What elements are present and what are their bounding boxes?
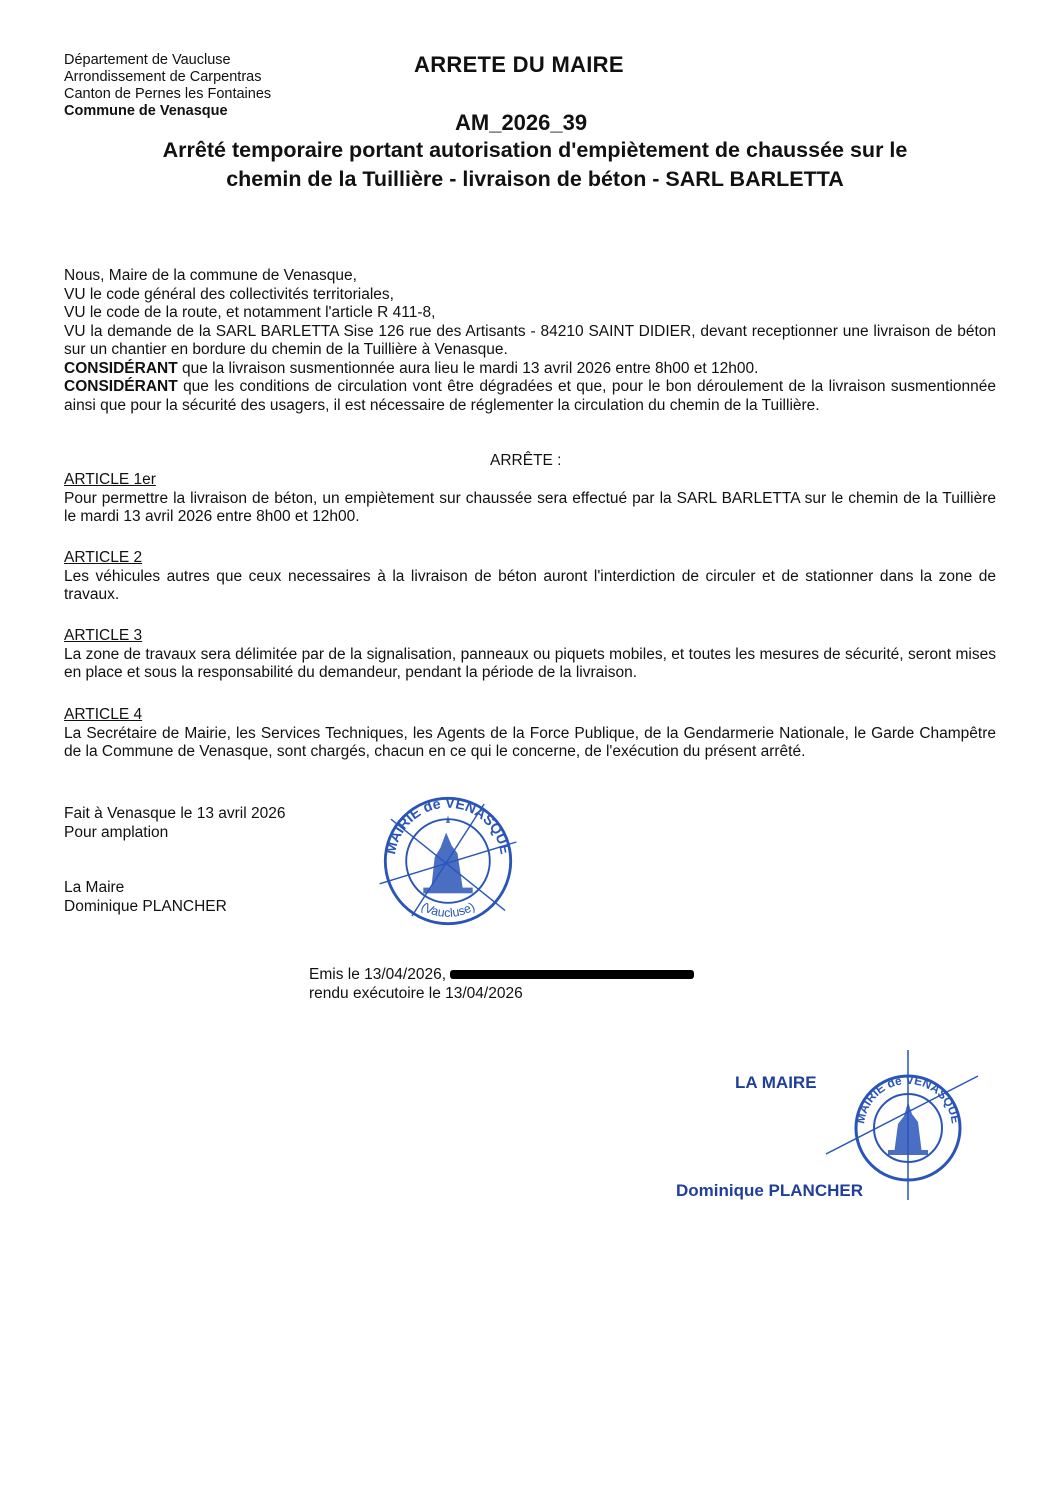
header-block [64,52,271,120]
stamp-top-text: MAIRIE de VENASQUE [853,1072,963,1125]
emis-line [309,966,759,985]
signatory-role: La Maire [64,879,125,896]
signature-name: Dominique PLANCHER [676,1181,863,1200]
redacted-mark [450,970,694,979]
stamp-seal-icon [372,785,524,937]
canton-line: Canton de Pernes les Fontaines [64,86,272,102]
closing-block [64,805,364,916]
considerant-1 [64,360,996,379]
article-heading: ARTICLE 3 [64,627,143,644]
document-subject [60,136,1010,194]
mairie-stamp [372,785,524,937]
considerant-text: que la livraison susmentionnée aura lieu le mardi 13 avril 2026 entre 8h00 et 12h00. [177,359,759,377]
article-2 [64,549,996,605]
transmission-block [309,966,759,1003]
article-text: La zone de travaux sera délimitée par de la signalisation, panneaux ou piquets mobiles, et toutes les mesures de sécurité, seront mises en place et sous la responsabilité du demandeur, pendant la période de la livraison. [64,645,996,681]
article-heading: ARTICLE 4 [64,706,143,723]
article-1 [64,471,996,527]
subject-line-2: chemin de la Tuillière - livraison de béton - SARL BARLETTA [226,167,844,191]
article-text: Pour permettre la livraison de béton, un empiètement sur chaussée sera effectué par la SARL BARLETTA sur le chemin de la Tuillière le mardi 13 avril 2026 entre 8h00 et 12h00. [64,489,996,525]
preamble-line: VU le code de la route, et notamment l'article R 411-8, [64,304,436,321]
considerant-label: CONSIDÉRANT [64,378,178,395]
arrete-label: ARRÊTE : [490,452,562,469]
emis-text: Emis le 13/04/2026, [309,966,447,983]
departement-line: Département de Vaucluse [64,52,231,68]
considerant-text: que les conditions de circulation vont être dégradées et que, pour le bon déroulement de la livraison susmentionnée ainsi que pour la sécurité des usagers, il est nécessaire de réglementer la circulation du chemin de la Tuillière. [64,378,996,414]
document-number: AM_2026_39 [455,110,588,135]
signatory-name: Dominique PLANCHER [64,897,227,915]
preamble-line: VU la demande de la SARL BARLETTA Sise 126 rue des Artisants - 84210 SAINT DIDIER, devant receptionner une livraison de béton sur un chantier en bordure du chemin de la Tuillière à Venasque. [64,322,996,358]
article-text: Les véhicules autres que ceux necessaires à la livraison de béton auront l'interdiction de circuler et de stationner dans la zone de travaux. [64,567,996,603]
preamble [64,267,996,415]
fait-line: Fait à Venasque le 13 avril 2026 [64,805,286,822]
subject-line-1: Arrêté temporaire portant autorisation d'empiètement de chaussée sur le [162,138,908,162]
preamble-line: Nous, Maire de la commune de Venasque, [64,267,357,284]
executoire-line: rendu exécutoire le 13/04/2026 [309,984,523,1002]
article-3 [64,627,996,683]
arrondissement-line: Arrondissement de Carpentras [64,69,262,85]
article-text: La Secrétaire de Mairie, les Services Techniques, les Agents de la Force Publique, de la Gendarmerie Nationale, le Garde Champêtre de la Commune de Venasque, sont chargés, chacun en ce qui le concerne, de l'exécution du présent arrêté. [64,724,996,760]
signature-role: LA MAIRE [735,1073,817,1092]
preamble-line: VU le code général des collectivités territoriales, [64,285,394,303]
stamp-top-text: MAIRIE de VENASQUE [383,795,513,856]
article-heading: ARTICLE 1er [64,471,156,488]
stamp-bottom-text: (Vaucluse) [418,899,478,920]
document-title: ARRETE DU MAIRE [414,52,624,77]
ampliation-line: Pour amplation [64,823,169,841]
considerant-2 [64,378,996,415]
commune-line: Commune de Venasque [64,103,228,119]
article-4 [64,706,996,762]
article-heading: ARTICLE 2 [64,549,143,566]
considerant-label: CONSIDÉRANT [64,359,178,377]
